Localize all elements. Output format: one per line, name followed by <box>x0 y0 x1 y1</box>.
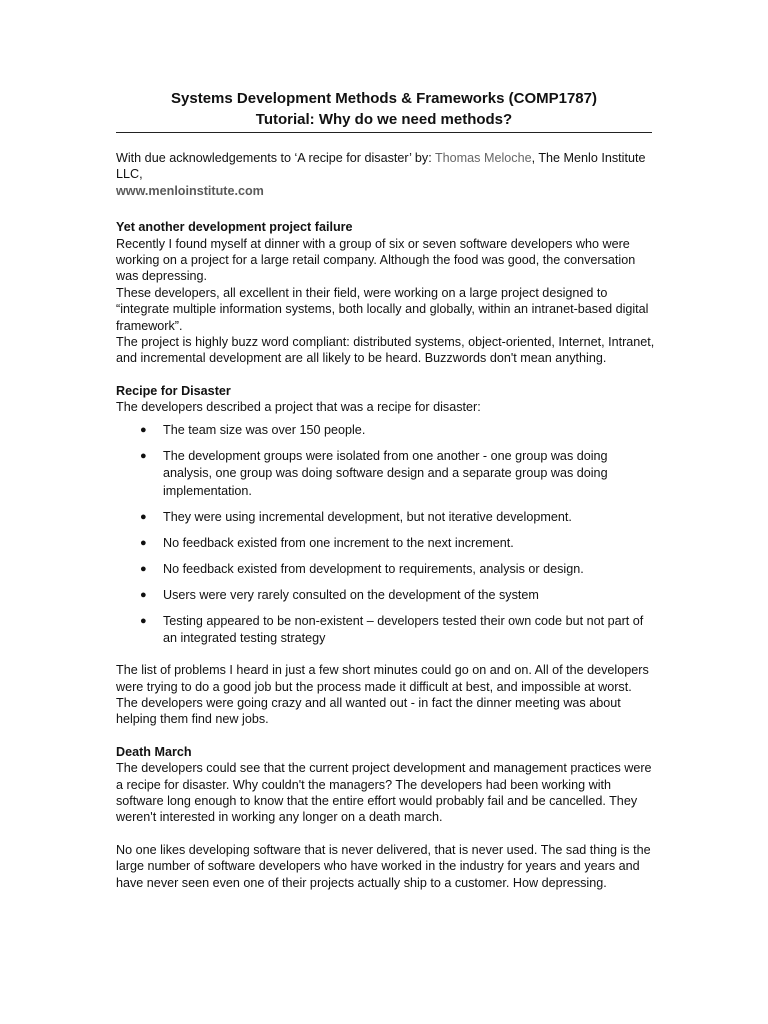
list-item <box>116 448 656 501</box>
list-item <box>116 561 656 579</box>
ack-website-link[interactable]: www.menloinstitute.com <box>116 183 264 198</box>
list-item-text: No feedback existed from one increment to the next increment. <box>163 535 514 550</box>
title-line-course: Systems Development Methods & Frameworks (COMP1787) <box>171 90 597 107</box>
list-item-text: Testing appeared to be non-existent – developers tested their own code but not part of an integrated testing strategy <box>163 613 644 646</box>
bullet-icon: ● <box>140 562 147 575</box>
failure-paragraph-1: Recently I found myself at dinner with a group of six or seven software developers who were working on a project for a large retail company. Although the food was good, the conversation was depressing. <box>116 236 636 284</box>
section-heading-failure: Yet another development project failure <box>116 220 353 235</box>
bullet-icon: ● <box>140 588 147 601</box>
bullet-icon: ● <box>140 423 147 436</box>
spacer <box>116 367 656 383</box>
list-item-text: No feedback existed from development to requirements, analysis or design. <box>163 561 584 576</box>
ack-suffix: , The Menlo Institute LLC, <box>116 151 646 182</box>
ack-author: Thomas Meloche <box>434 151 532 165</box>
recipe-outro: The list of problems I heard in just a few short minutes could go on and on. All of the developers were trying to do a good job but the process made it difficult at best, and impossible at worst. The developers were going crazy and all wanted out - in fact the dinner meeting was about helping them find new jobs. <box>116 663 649 727</box>
failure-paragraph-2: These developers, all excellent in their field, were working on a large project designed to “integrate multiple information systems, both locally and globally, within an intranet-based digital framework”. <box>116 285 649 333</box>
list-item <box>116 587 656 605</box>
document-title <box>116 88 652 133</box>
death-march-paragraph-2: No one likes developing software that is never delivered, that is never used. The sad thing is the large number of software developers who have worked in the industry for years and years and have never seen even one of their projects actually ship to a customer. How depressing. <box>116 842 651 890</box>
section-heading-death-march: Death March <box>116 744 192 759</box>
list-item-text: The team size was over 150 people. <box>163 422 366 437</box>
bullet-icon: ● <box>140 510 147 523</box>
acknowledgement <box>116 150 656 199</box>
recipe-intro: The developers described a project that was a recipe for disaster: <box>116 400 481 415</box>
recipe-bullet-list <box>116 422 656 648</box>
list-item-text: They were using incremental development, but not iterative development. <box>163 509 572 524</box>
spacer <box>116 728 656 744</box>
title-line-tutorial: Tutorial: Why do we need methods? <box>255 111 513 128</box>
spacer <box>116 826 656 842</box>
list-item-text: The development groups were isolated from one another - one group was doing analysis, one group was doing software design and a separate group was doing implementation. <box>163 448 608 498</box>
bullet-icon: ● <box>140 614 147 627</box>
list-item <box>116 422 656 440</box>
death-march-paragraph-1: The developers could see that the current project development and management practices were a recipe for disaster. Why couldn't the managers? The developers had been working with software long enough to know that the entire effort would probably fail and be cancelled. They weren't interested in working any longer on a death march. <box>116 761 652 825</box>
list-item <box>116 535 656 553</box>
list-item-text: Users were very rarely consulted on the development of the system <box>163 587 539 602</box>
bullet-icon: ● <box>140 536 147 549</box>
list-item <box>116 509 656 527</box>
ack-prefix: With due acknowledgements to ‘A recipe for disaster’ by: <box>116 151 435 165</box>
document-body <box>116 150 656 891</box>
list-item <box>116 613 656 648</box>
failure-paragraph-3: The project is highly buzz word compliant: distributed systems, object-oriented, Internet, Intranet, and incremental development are all likely to be heard. Buzzwords don't mean anything. <box>116 335 655 366</box>
bullet-icon: ● <box>140 449 147 462</box>
section-heading-recipe: Recipe for Disaster <box>116 383 231 398</box>
